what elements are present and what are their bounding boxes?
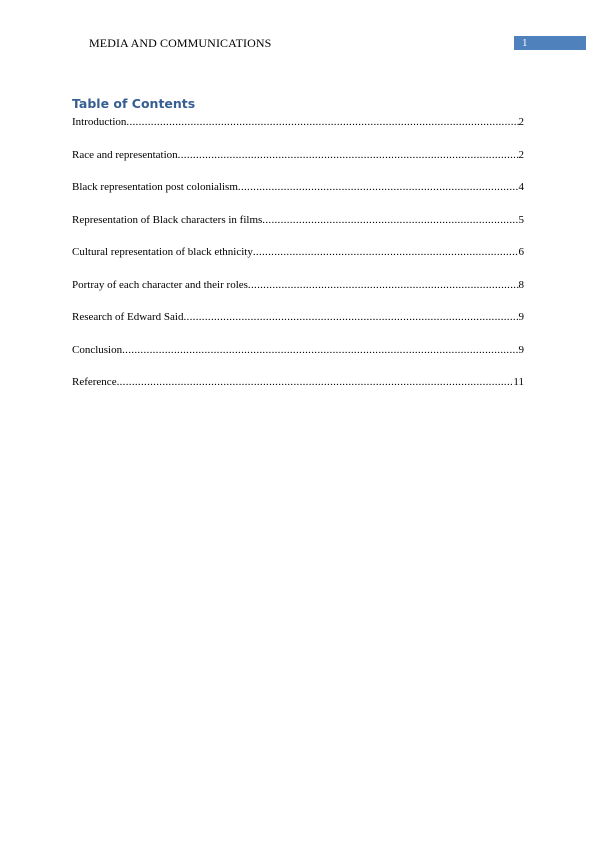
toc-heading: Table of Contents: [72, 96, 196, 111]
toc-entry-title: Conclusion: [72, 343, 123, 356]
running-header-title: MEDIA AND COMMUNICATIONS: [89, 36, 272, 50]
toc-entry-page: 9: [518, 343, 524, 356]
toc-dot-leader: [122, 342, 518, 358]
toc-entry-page: 5: [518, 213, 524, 226]
toc-entry-title: Introduction: [72, 116, 127, 128]
toc-entry-title: Reference: [72, 376, 117, 388]
toc-entry-reference[interactable]: [72, 374, 524, 390]
toc-entry-title: Race and representation: [72, 148, 178, 161]
toc-dot-leader: [248, 277, 519, 293]
toc-entry-race-and-representation[interactable]: [72, 147, 524, 163]
toc-entry-research-of-edward-said[interactable]: [72, 309, 524, 325]
toc-entry-page: 9: [518, 311, 524, 323]
toc-entry-title: Portray of each character and their roles: [72, 278, 248, 291]
toc-entry-title: Representation of Black characters in films: [72, 213, 263, 226]
page-number: 1: [522, 37, 528, 49]
toc-entry-portray-of-characters[interactable]: [72, 277, 524, 293]
toc-dot-leader: [253, 244, 519, 260]
toc-entry-page: 2: [518, 148, 524, 161]
page-number-box: [514, 36, 586, 50]
toc-entry-page: 8: [518, 278, 524, 291]
toc-entry-title: Research of Edward Said: [72, 311, 184, 323]
toc-entry-page: 11: [513, 376, 524, 388]
toc-dot-leader: [184, 309, 519, 325]
toc-entry-cultural-representation[interactable]: [72, 244, 524, 260]
toc-entry-black-representation-post-colonialism[interactable]: [72, 179, 524, 195]
table-of-contents: [72, 114, 524, 407]
toc-dot-leader: [262, 212, 518, 228]
toc-entry-page: 4: [518, 181, 524, 193]
toc-dot-leader: [117, 374, 514, 390]
toc-dot-leader: [238, 179, 519, 195]
toc-entry-introduction[interactable]: [72, 114, 524, 130]
toc-entry-conclusion[interactable]: [72, 342, 524, 358]
toc-entry-representation-in-films[interactable]: [72, 212, 524, 228]
toc-dot-leader: [178, 147, 519, 163]
toc-dot-leader: [126, 114, 518, 130]
toc-entry-page: 6: [518, 246, 524, 258]
toc-entry-title: Cultural representation of black ethnicity: [72, 246, 253, 258]
toc-entry-title: Black representation post colonialism: [72, 181, 238, 193]
toc-entry-page: 2: [518, 116, 524, 128]
